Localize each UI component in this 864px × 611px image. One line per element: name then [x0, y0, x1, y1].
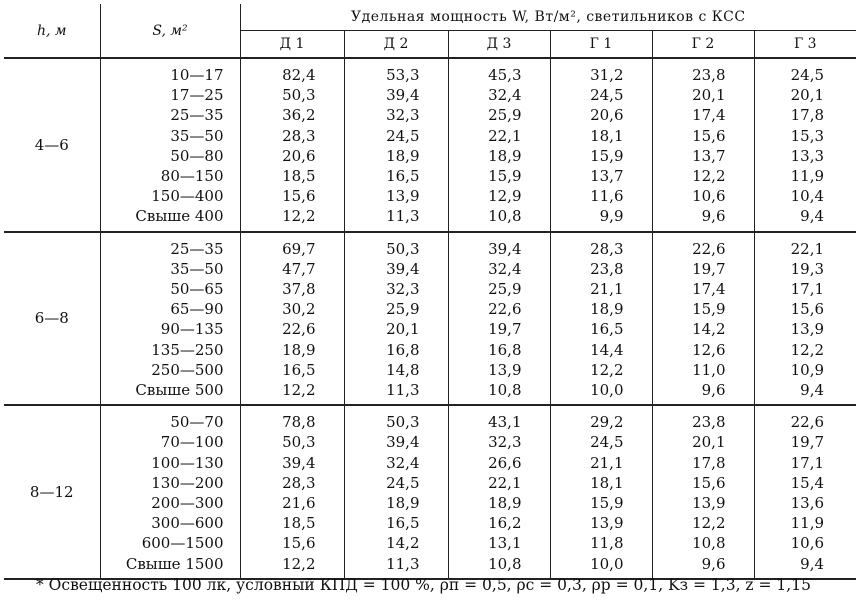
height-range-cell: 6—8 — [4, 232, 100, 406]
column-header: Д 2 — [344, 31, 448, 59]
power-value: 16,2 — [488, 514, 522, 533]
area-range: 25—35 — [170, 106, 224, 125]
power-value: 9,4 — [800, 381, 825, 400]
power-density-table — [4, 4, 856, 580]
power-value: 22,6 — [692, 239, 726, 258]
power-value: 20,6 — [282, 146, 316, 165]
power-value: 13,9 — [488, 360, 522, 379]
power-value: 17,4 — [692, 280, 726, 299]
power-value: 47,7 — [282, 259, 316, 278]
power-value: 18,5 — [282, 514, 316, 533]
area-range: 90—135 — [160, 320, 224, 339]
power-value: 39,4 — [386, 259, 420, 278]
power-value: 39,4 — [282, 453, 316, 472]
power-value: 20,6 — [590, 106, 624, 125]
area-range: 50—65 — [170, 280, 224, 299]
power-value: 15,9 — [590, 494, 624, 513]
value-cell — [550, 232, 652, 406]
value-cell — [652, 232, 754, 406]
power-value: 22,6 — [790, 413, 825, 432]
power-value: 16,5 — [386, 167, 420, 186]
power-value: 31,2 — [590, 66, 624, 84]
value-cell — [240, 58, 344, 232]
power-value: 28,3 — [282, 126, 316, 145]
power-value: 23,8 — [590, 259, 624, 278]
area-range: 35—50 — [170, 259, 224, 278]
power-value: 10,6 — [790, 534, 825, 553]
power-value: 14,4 — [590, 340, 624, 359]
power-value: 28,3 — [282, 473, 316, 492]
power-value: 50,3 — [282, 86, 316, 105]
power-value: 39,4 — [386, 86, 420, 105]
power-value: 39,4 — [488, 239, 522, 258]
area-range: 65—90 — [170, 300, 224, 319]
header-title: Удельная мощность W, Вт/м², светильников с КСС — [240, 4, 856, 31]
area-range: 50—80 — [170, 146, 224, 165]
power-value: 69,7 — [282, 239, 316, 258]
area-range: 150—400 — [151, 187, 224, 206]
power-value: 15,6 — [692, 473, 726, 492]
power-value: 15,4 — [790, 473, 825, 492]
power-value: 24,5 — [386, 126, 420, 145]
power-value: 9,9 — [599, 207, 624, 226]
column-header: Г 1 — [550, 31, 652, 59]
table-row-group — [4, 232, 856, 406]
value-cell — [754, 405, 856, 579]
power-value: 32,3 — [488, 433, 522, 452]
area-range: 70—100 — [160, 433, 224, 452]
power-value: 21,1 — [590, 280, 624, 299]
power-value: 15,9 — [590, 146, 624, 165]
power-value: 16,5 — [590, 320, 624, 339]
power-value: 12,2 — [790, 340, 825, 359]
power-value: 13,3 — [790, 146, 825, 165]
power-value: 11,0 — [692, 360, 726, 379]
power-value: 10,8 — [488, 207, 522, 226]
power-value: 19,7 — [488, 320, 522, 339]
power-value: 13,9 — [386, 187, 420, 206]
power-value: 16,8 — [488, 340, 522, 359]
area-range: 130—200 — [151, 473, 224, 492]
power-value: 28,3 — [590, 239, 624, 258]
power-value: 15,9 — [692, 300, 726, 319]
value-cell — [652, 58, 754, 232]
power-value: 39,4 — [386, 433, 420, 452]
area-range: 600—1500 — [141, 534, 224, 553]
power-value: 20,1 — [386, 320, 420, 339]
power-value: 22,6 — [282, 320, 316, 339]
power-value: 82,4 — [282, 66, 316, 84]
power-value: 15,6 — [692, 126, 726, 145]
value-cell — [344, 58, 448, 232]
value-cell — [448, 58, 550, 232]
power-value: 9,6 — [701, 381, 726, 400]
power-value: 18,5 — [282, 167, 316, 186]
power-value: 15,6 — [282, 187, 316, 206]
area-range: 135—250 — [151, 340, 224, 359]
power-value: 16,5 — [282, 360, 316, 379]
power-value: 12,2 — [282, 381, 316, 400]
power-value: 24,5 — [590, 86, 624, 105]
power-value: 29,2 — [590, 413, 624, 432]
area-range: Свыше 1500 — [125, 554, 224, 573]
power-value: 15,3 — [790, 126, 825, 145]
power-value: 17,8 — [692, 453, 726, 472]
area-range: Свыше 400 — [135, 207, 224, 226]
area-range: 25—35 — [170, 239, 224, 258]
area-range: 17—25 — [170, 86, 224, 105]
power-value: 13,6 — [790, 494, 825, 513]
power-value: 53,3 — [386, 66, 420, 84]
power-value: 22,1 — [790, 239, 825, 258]
value-cell — [550, 405, 652, 579]
power-value: 30,2 — [282, 300, 316, 319]
power-value: 10,8 — [488, 381, 522, 400]
power-value: 24,5 — [386, 473, 420, 492]
power-value: 16,5 — [386, 514, 420, 533]
power-value: 10,0 — [590, 381, 624, 400]
power-value: 32,4 — [386, 453, 420, 472]
power-value: 43,1 — [488, 413, 522, 432]
power-value: 18,9 — [590, 300, 624, 319]
power-value: 23,8 — [692, 66, 726, 84]
power-value: 12,6 — [692, 340, 726, 359]
power-value: 11,3 — [386, 554, 420, 573]
area-range: 35—50 — [170, 126, 224, 145]
power-value: 12,2 — [282, 554, 316, 573]
power-value: 12,2 — [590, 360, 624, 379]
power-value: 18,1 — [590, 126, 624, 145]
power-value: 12,9 — [488, 187, 522, 206]
value-cell — [550, 58, 652, 232]
power-value: 13,9 — [590, 514, 624, 533]
area-range-cell — [100, 405, 240, 579]
area-range: 80—150 — [160, 167, 224, 186]
power-value: 13,1 — [488, 534, 522, 553]
column-header: Д 1 — [240, 31, 344, 59]
power-value: 32,3 — [386, 106, 420, 125]
area-range: 200—300 — [151, 494, 224, 513]
power-value: 18,9 — [386, 494, 420, 513]
value-cell — [240, 405, 344, 579]
footnote: * Освещенность 100 лк, условный КПД = 100 %, ρп = 0,5, ρс = 0,3, ρр = 0,1, Kз = 1,3, z = 1,15 — [36, 576, 811, 594]
power-value: 19,3 — [790, 259, 825, 278]
area-range-cell — [100, 232, 240, 406]
power-value: 32,4 — [488, 259, 522, 278]
table-row-group — [4, 58, 856, 232]
table-body — [4, 58, 856, 579]
power-value: 50,3 — [386, 239, 420, 258]
area-range: 250—500 — [151, 360, 224, 379]
power-value: 17,8 — [790, 106, 825, 125]
value-cell — [448, 232, 550, 406]
power-value: 18,9 — [488, 494, 522, 513]
power-value: 78,8 — [282, 413, 316, 432]
power-value: 11,3 — [386, 207, 420, 226]
power-value: 9,4 — [800, 207, 825, 226]
value-cell — [344, 405, 448, 579]
power-value: 11,3 — [386, 381, 420, 400]
area-range: 100—130 — [151, 453, 224, 472]
document-page — [4, 4, 856, 594]
power-value: 12,2 — [282, 207, 316, 226]
value-cell — [240, 232, 344, 406]
power-value: 18,9 — [488, 146, 522, 165]
area-range: 50—70 — [170, 413, 224, 432]
header-s: S, м² — [100, 4, 240, 58]
area-range: Свыше 500 — [135, 381, 224, 400]
power-value: 13,9 — [692, 494, 726, 513]
power-value: 11,6 — [590, 187, 624, 206]
power-value: 20,1 — [692, 433, 726, 452]
power-value: 10,6 — [692, 187, 726, 206]
power-value: 10,9 — [790, 360, 825, 379]
power-value: 37,8 — [282, 280, 316, 299]
power-value: 25,9 — [488, 280, 522, 299]
table-row-group — [4, 405, 856, 579]
power-value: 32,4 — [488, 86, 522, 105]
power-value: 15,9 — [488, 167, 522, 186]
power-value: 50,3 — [386, 413, 420, 432]
power-value: 9,6 — [701, 554, 726, 573]
power-value: 22,1 — [488, 473, 522, 492]
power-value: 10,8 — [488, 554, 522, 573]
header-h: h, м — [4, 4, 100, 58]
power-value: 9,4 — [800, 554, 825, 573]
power-value: 17,1 — [790, 280, 825, 299]
power-value: 15,6 — [790, 300, 825, 319]
area-range-cell — [100, 58, 240, 232]
power-value: 23,8 — [692, 413, 726, 432]
power-value: 10,8 — [692, 534, 726, 553]
power-value: 14,2 — [386, 534, 420, 553]
power-value: 15,6 — [282, 534, 316, 553]
height-range-cell: 4—6 — [4, 58, 100, 232]
power-value: 24,5 — [790, 66, 825, 84]
power-value: 45,3 — [488, 66, 522, 84]
height-range-cell: 8—12 — [4, 405, 100, 579]
power-value: 13,7 — [692, 146, 726, 165]
power-value: 50,3 — [282, 433, 316, 452]
power-value: 12,2 — [692, 167, 726, 186]
power-value: 22,1 — [488, 126, 522, 145]
power-value: 13,7 — [590, 167, 624, 186]
power-value: 17,4 — [692, 106, 726, 125]
power-value: 18,9 — [386, 146, 420, 165]
power-value: 22,6 — [488, 300, 522, 319]
power-value: 14,2 — [692, 320, 726, 339]
power-value: 14,8 — [386, 360, 420, 379]
power-value: 17,1 — [790, 453, 825, 472]
power-value: 26,6 — [488, 453, 522, 472]
power-value: 16,8 — [386, 340, 420, 359]
power-value: 18,1 — [590, 473, 624, 492]
power-value: 12,2 — [692, 514, 726, 533]
power-value: 21,1 — [590, 453, 624, 472]
value-cell — [754, 58, 856, 232]
power-value: 24,5 — [590, 433, 624, 452]
power-value: 36,2 — [282, 106, 316, 125]
power-value: 25,9 — [386, 300, 420, 319]
power-value: 9,6 — [701, 207, 726, 226]
power-value: 19,7 — [692, 259, 726, 278]
power-value: 10,0 — [590, 554, 624, 573]
value-cell — [754, 232, 856, 406]
power-value: 21,6 — [282, 494, 316, 513]
power-value: 11,9 — [790, 514, 825, 533]
power-value: 11,9 — [790, 167, 825, 186]
column-header: Г 3 — [754, 31, 856, 59]
power-value: 10,4 — [790, 187, 825, 206]
power-value: 20,1 — [790, 86, 825, 105]
value-cell — [652, 405, 754, 579]
column-header: Д 3 — [448, 31, 550, 59]
value-cell — [344, 232, 448, 406]
power-value: 11,8 — [590, 534, 624, 553]
power-value: 32,3 — [386, 280, 420, 299]
column-header: Г 2 — [652, 31, 754, 59]
area-range: 300—600 — [151, 514, 224, 533]
power-value: 19,7 — [790, 433, 825, 452]
power-value: 20,1 — [692, 86, 726, 105]
value-cell — [448, 405, 550, 579]
area-range: 10—17 — [170, 66, 224, 84]
power-value: 18,9 — [282, 340, 316, 359]
power-value: 25,9 — [488, 106, 522, 125]
power-value: 13,9 — [790, 320, 825, 339]
